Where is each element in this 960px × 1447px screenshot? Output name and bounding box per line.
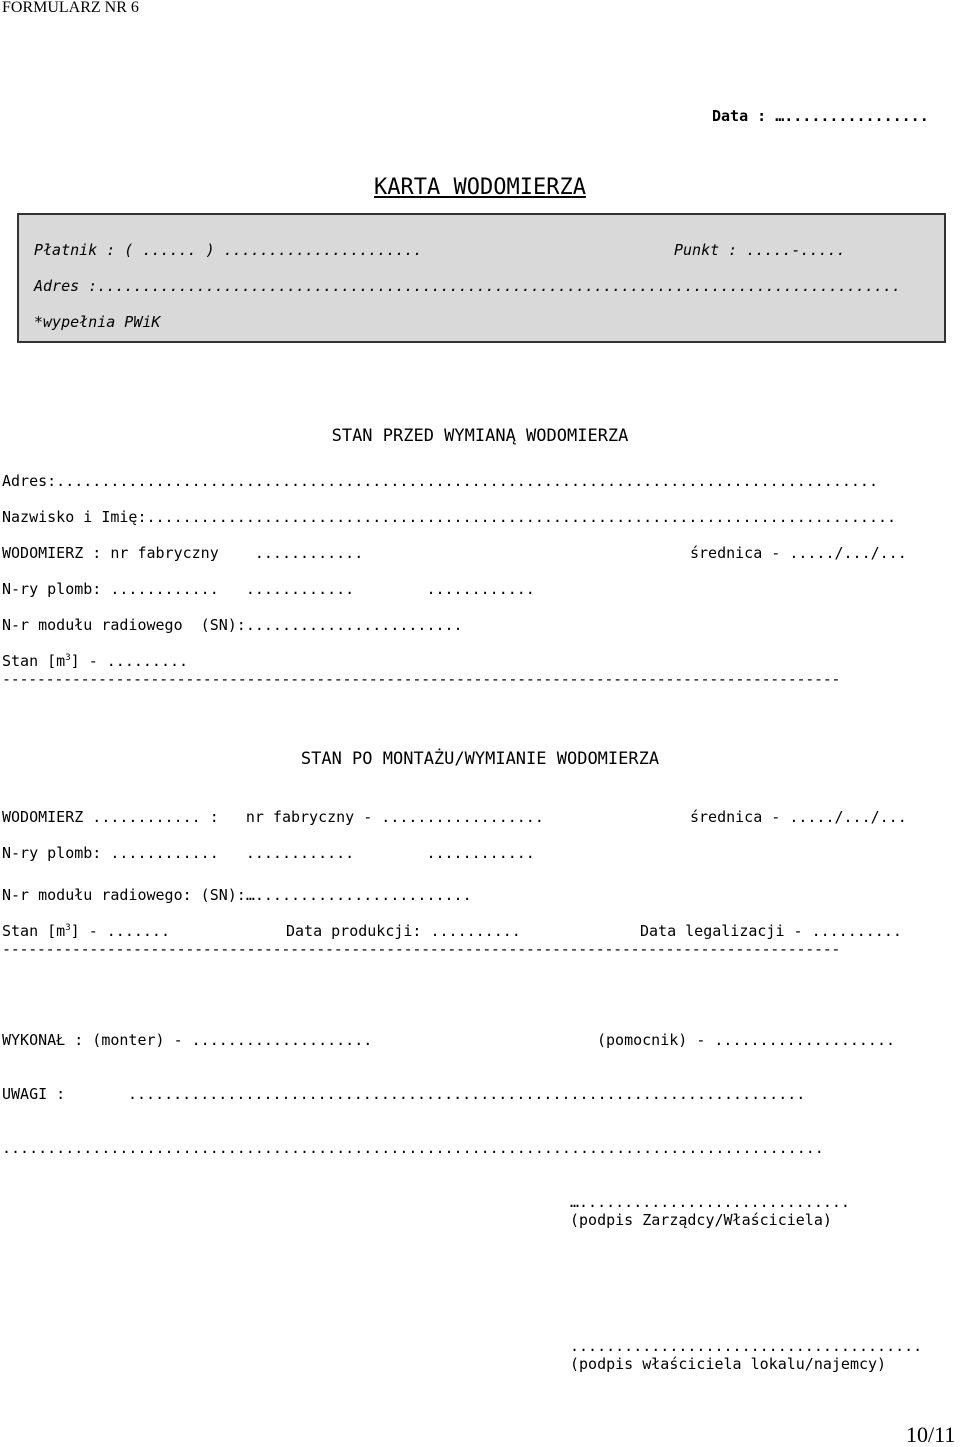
form-number: FORMULARZ NR 6 [2,0,139,16]
before-adres-field: Adres:........................................................................................... [2,472,878,490]
pomocnik-field: (pomocnik) - .................... [597,1031,896,1049]
platnik-field: Płatnik : ( ...... ) ...................... [34,241,423,259]
before-stan-value: ] - ......... [70,652,189,670]
uwagi-line-1: ........................................................................... [128,1085,806,1103]
before-stan-label: Stan [m [2,652,66,670]
date-field [712,107,929,125]
before-wodomierz-field: WODOMIERZ : nr fabryczny ............ [2,544,364,562]
page-title: KARTA WODOMIERZA [374,175,586,200]
uwagi-label: UWAGI : [2,1085,66,1103]
after-heading: STAN PO MONTAŻU/WYMIANIE WODOMIERZA [300,749,660,769]
after-plomby-field: N-ry plomb: ............ ............ ............ [2,844,535,862]
signature-2-caption: (podpis właściciela lokalu/najemcy) [570,1355,887,1373]
signature-1-line: ….............................. [570,1193,850,1211]
after-stan-field [2,922,170,940]
after-stan-sup: 3 [65,923,71,933]
before-stan-field [2,652,188,670]
page-number: 10/11 [906,1422,956,1447]
before-srednica-field: średnica - ...../.../... [690,544,907,562]
after-stan-value: ] - ....... [70,922,170,940]
after-stan-label: Stan [m [2,922,66,940]
date-label: Data : [712,107,767,125]
pwik-adres-field: Adres :......................................................................................... [34,277,901,295]
separator-2: ------------------------------------------------------------------------------------------------ [2,940,841,958]
date-value: …................ [775,107,929,125]
punkt-field: Punkt : .....-..... [674,241,846,259]
after-modul-field: N-r modułu radiowego: (SN):…........................ [2,886,472,904]
separator-1: ------------------------------------------------------------------------------------------------ [2,670,841,688]
before-modul-field: N-r modułu radiowego (SN):........................ [2,616,463,634]
pwik-note: *wypełnia PWiK [34,313,161,331]
after-data-produkcji-field: Data produkcji: .......... [286,922,521,940]
after-srednica-field: średnica - ...../.../... [690,808,907,826]
wykonal-field: WYKONAŁ : (monter) - .................... [2,1031,373,1049]
after-data-legalizacji-field: Data legalizacji - .......... [640,922,902,940]
before-heading: STAN PRZED WYMIANĄ WODOMIERZA [331,426,629,446]
signature-1-caption: (podpis Zarządcy/Właściciela) [570,1211,832,1229]
after-wodomierz-field: WODOMIERZ ............ : nr fabryczny - .................. [2,808,544,826]
before-plomby-field: N-ry plomb: ............ ............ ............ [2,580,535,598]
uwagi-line-2: ........................................................................................... [2,1139,824,1157]
pwik-box [17,213,946,343]
before-stan-sup: 3 [65,653,71,663]
signature-2-line: ....................................... [570,1337,923,1355]
before-nazwisko-field: Nazwisko i Imię:................................................................................... [2,508,897,526]
